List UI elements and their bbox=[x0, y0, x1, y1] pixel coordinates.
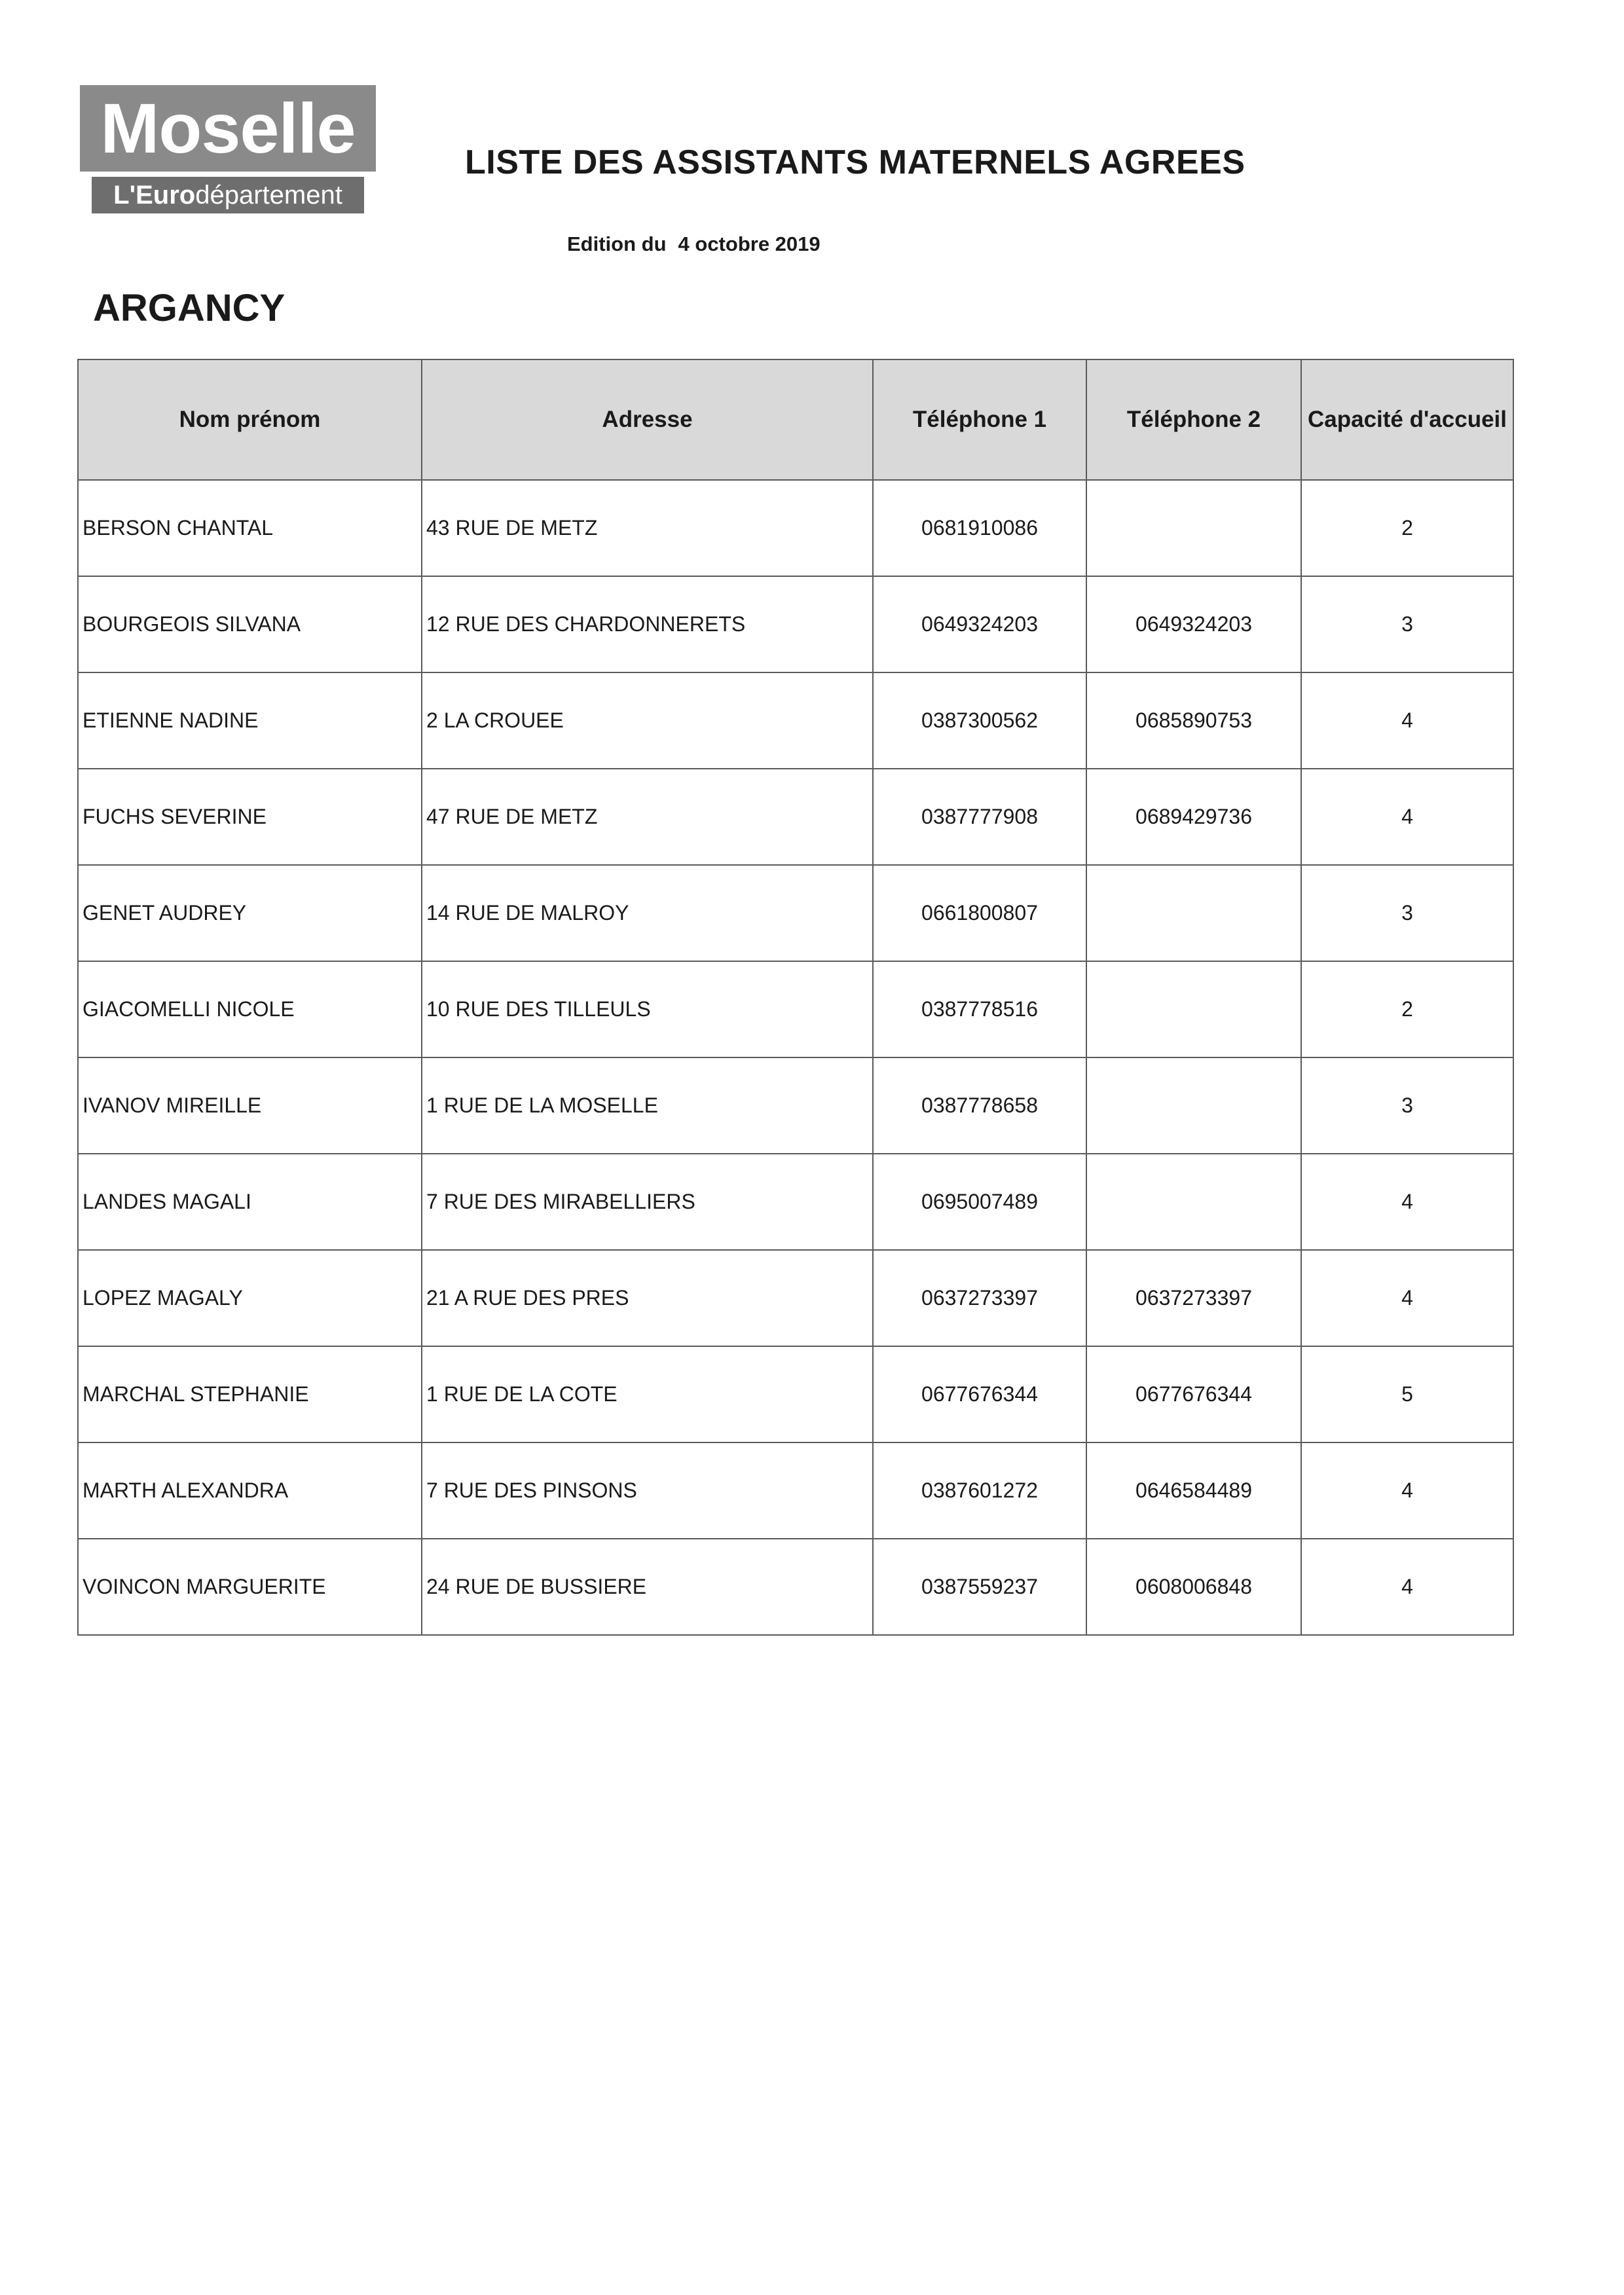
header-adresse: Adresse bbox=[422, 359, 873, 480]
cell-adresse: 24 RUE DE BUSSIERE bbox=[422, 1539, 873, 1635]
cell-capacite: 2 bbox=[1301, 961, 1513, 1057]
cell-nom: VOINCON MARGUERITE bbox=[78, 1539, 422, 1635]
table-row bbox=[78, 576, 1513, 672]
logo-name: Moselle bbox=[80, 85, 376, 172]
cell-capacite: 3 bbox=[1301, 576, 1513, 672]
cell-adresse: 43 RUE DE METZ bbox=[422, 480, 873, 576]
edition-date: 4 octobre 2019 bbox=[678, 232, 821, 255]
cell-capacite: 4 bbox=[1301, 1250, 1513, 1346]
assistants-table-container bbox=[77, 359, 1513, 1636]
cell-telephone-2: 0649324203 bbox=[1086, 576, 1301, 672]
assistants-table bbox=[77, 359, 1514, 1636]
table-row bbox=[78, 1250, 1513, 1346]
cell-telephone-1: 0661800807 bbox=[873, 865, 1086, 961]
cell-nom: ETIENNE NADINE bbox=[78, 672, 422, 769]
table-row bbox=[78, 1539, 1513, 1635]
cell-telephone-2: 0689429736 bbox=[1086, 769, 1301, 865]
moselle-logo bbox=[80, 85, 376, 216]
table-row bbox=[78, 480, 1513, 576]
cell-telephone-1: 0387601272 bbox=[873, 1442, 1086, 1539]
cell-nom: LOPEZ MAGALY bbox=[78, 1250, 422, 1346]
cell-adresse: 1 RUE DE LA COTE bbox=[422, 1346, 873, 1442]
commune-name: ARGANCY bbox=[93, 287, 286, 329]
table-row bbox=[78, 1442, 1513, 1539]
document-title: LISTE DES ASSISTANTS MATERNELS AGREES bbox=[465, 143, 1246, 181]
cell-nom: FUCHS SEVERINE bbox=[78, 769, 422, 865]
cell-telephone-2: 0646584489 bbox=[1086, 1442, 1301, 1539]
cell-telephone-2: 0608006848 bbox=[1086, 1539, 1301, 1635]
cell-telephone-2: 0677676344 bbox=[1086, 1346, 1301, 1442]
cell-telephone-1: 0681910086 bbox=[873, 480, 1086, 576]
cell-capacite: 2 bbox=[1301, 480, 1513, 576]
cell-nom: IVANOV MIREILLE bbox=[78, 1057, 422, 1154]
cell-telephone-1: 0387300562 bbox=[873, 672, 1086, 769]
cell-adresse: 7 RUE DES PINSONS bbox=[422, 1442, 873, 1539]
cell-adresse: 1 RUE DE LA MOSELLE bbox=[422, 1057, 873, 1154]
cell-telephone-2 bbox=[1086, 1057, 1301, 1154]
cell-capacite: 4 bbox=[1301, 1442, 1513, 1539]
header-telephone-1: Téléphone 1 bbox=[873, 359, 1086, 480]
table-row bbox=[78, 865, 1513, 961]
cell-telephone-2: 0637273397 bbox=[1086, 1250, 1301, 1346]
cell-telephone-2: 0685890753 bbox=[1086, 672, 1301, 769]
cell-nom: GENET AUDREY bbox=[78, 865, 422, 961]
cell-telephone-2 bbox=[1086, 865, 1301, 961]
table-row bbox=[78, 1057, 1513, 1154]
header-capacite: Capacité d'accueil bbox=[1301, 359, 1513, 480]
cell-telephone-1: 0637273397 bbox=[873, 1250, 1086, 1346]
cell-capacite: 3 bbox=[1301, 1057, 1513, 1154]
cell-adresse: 7 RUE DES MIRABELLIERS bbox=[422, 1154, 873, 1250]
table-row bbox=[78, 961, 1513, 1057]
cell-telephone-2 bbox=[1086, 1154, 1301, 1250]
cell-capacite: 3 bbox=[1301, 865, 1513, 961]
cell-adresse: 47 RUE DE METZ bbox=[422, 769, 873, 865]
cell-telephone-1: 0387777908 bbox=[873, 769, 1086, 865]
cell-capacite: 4 bbox=[1301, 672, 1513, 769]
cell-adresse: 21 A RUE DES PRES bbox=[422, 1250, 873, 1346]
cell-capacite: 4 bbox=[1301, 769, 1513, 865]
cell-capacite: 4 bbox=[1301, 1154, 1513, 1250]
table-row bbox=[78, 672, 1513, 769]
cell-adresse: 12 RUE DES CHARDONNERETS bbox=[422, 576, 873, 672]
cell-adresse: 2 LA CROUEE bbox=[422, 672, 873, 769]
cell-nom: GIACOMELLI NICOLE bbox=[78, 961, 422, 1057]
logo-tagline-bold: L'Euro bbox=[113, 181, 196, 210]
cell-nom: BOURGEOIS SILVANA bbox=[78, 576, 422, 672]
table-row bbox=[78, 1346, 1513, 1442]
cell-telephone-2 bbox=[1086, 961, 1301, 1057]
table-row bbox=[78, 769, 1513, 865]
cell-adresse: 14 RUE DE MALROY bbox=[422, 865, 873, 961]
table-header-row bbox=[78, 359, 1513, 480]
cell-telephone-1: 0387559237 bbox=[873, 1539, 1086, 1635]
edition-label: Edition du bbox=[567, 232, 667, 255]
cell-nom: MARCHAL STEPHANIE bbox=[78, 1346, 422, 1442]
cell-nom: LANDES MAGALI bbox=[78, 1154, 422, 1250]
logo-tagline-rest: département bbox=[195, 181, 342, 210]
cell-telephone-1: 0649324203 bbox=[873, 576, 1086, 672]
logo-tagline bbox=[92, 177, 364, 213]
table-row bbox=[78, 1154, 1513, 1250]
cell-telephone-1: 0387778658 bbox=[873, 1057, 1086, 1154]
edition-line bbox=[567, 232, 821, 256]
cell-nom: BERSON CHANTAL bbox=[78, 480, 422, 576]
cell-adresse: 10 RUE DES TILLEULS bbox=[422, 961, 873, 1057]
header-nom-prenom: Nom prénom bbox=[78, 359, 422, 480]
cell-telephone-1: 0387778516 bbox=[873, 961, 1086, 1057]
cell-telephone-1: 0677676344 bbox=[873, 1346, 1086, 1442]
cell-capacite: 4 bbox=[1301, 1539, 1513, 1635]
cell-telephone-2 bbox=[1086, 480, 1301, 576]
cell-telephone-1: 0695007489 bbox=[873, 1154, 1086, 1250]
cell-capacite: 5 bbox=[1301, 1346, 1513, 1442]
header-telephone-2: Téléphone 2 bbox=[1086, 359, 1301, 480]
cell-nom: MARTH ALEXANDRA bbox=[78, 1442, 422, 1539]
